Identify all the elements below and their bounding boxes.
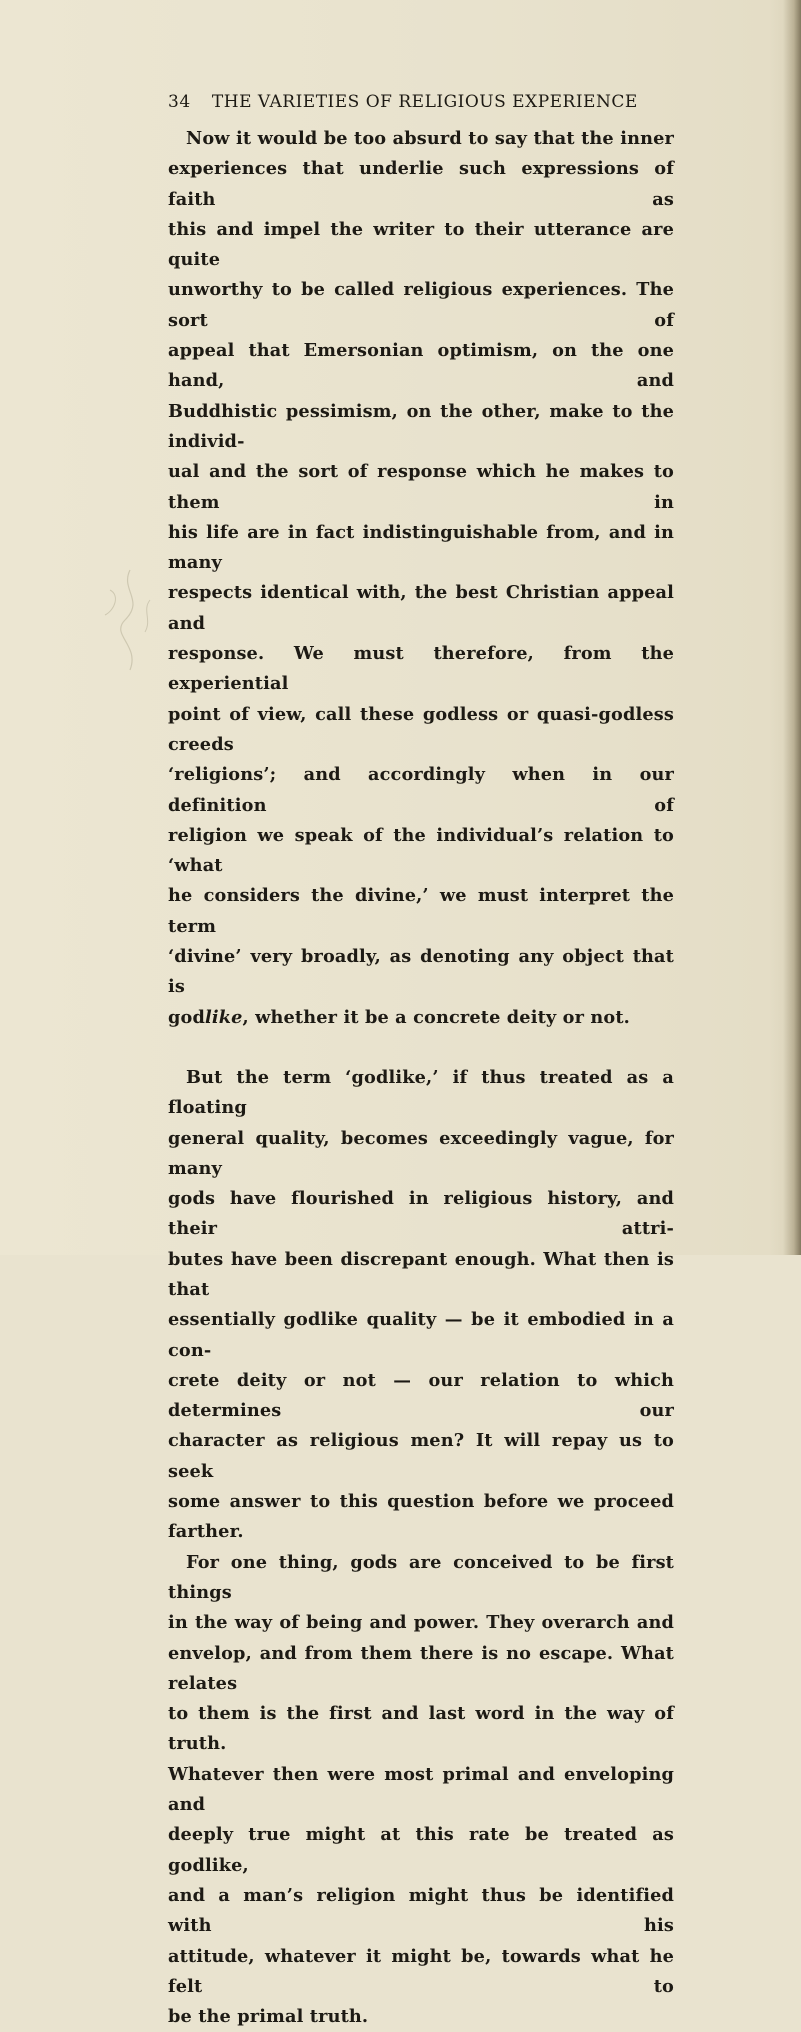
text-line: and a man’s religion might thus be identified with his xyxy=(168,1884,674,1937)
text-line: essentially godlike quality — be it embodied in a con- xyxy=(168,1309,674,1361)
text-line: ‘religions’; and accordingly when in our definition of xyxy=(168,764,674,816)
text-line: respects identical with, the best Christian appeal and xyxy=(168,582,674,634)
text-line: character as religious men? It will repay us to seek xyxy=(168,1430,674,1482)
text-line: Now it would be too absurd to say that the inner xyxy=(186,128,674,149)
text-line: gods have flourished in religious history, and their attri- xyxy=(168,1188,674,1240)
italic-emphasis: like xyxy=(204,1006,243,1028)
text-line: he considers the divine,’ we must interpret the term xyxy=(168,885,674,937)
text-line: unworthy to be called religious experiences. The sort of xyxy=(168,279,674,331)
text-line: Buddhistic pessimism, on the other, make to the individ- xyxy=(168,400,674,452)
text-line: ‘divine’ very broadly, as denoting any object that is xyxy=(168,946,674,998)
text-line: to them is the first and last word in the way of truth. xyxy=(168,1703,674,1755)
text-line-last xyxy=(168,1003,674,1033)
text-line: attitude, whatever it might be, towards what he felt to xyxy=(168,1945,674,1997)
text-line: Whatever then were most primal and enveloping and xyxy=(168,1763,674,1816)
text-line: his life are in fact indistinguishable from, and in many xyxy=(168,521,674,574)
text-line: point of view, call these godless or quasi-godless creeds xyxy=(168,703,674,755)
text-line-last: some answer to this question before we proceed farther. xyxy=(168,1491,674,1543)
text-line: response. We must therefore, from the experiential xyxy=(168,643,674,695)
text-line: this and impel the writer to their utterance are quite xyxy=(168,218,674,271)
text-line: general quality, becomes exceedingly vague, for many xyxy=(168,1127,674,1179)
text-line: But the term ‘godlike,’ if thus treated as a floating xyxy=(168,1066,674,1119)
page-number: 34 xyxy=(168,92,191,112)
page-edge-shadow xyxy=(783,0,801,1255)
text-line: ual and the sort of response which he makes to them in xyxy=(168,461,674,513)
body-text xyxy=(168,124,674,2032)
text-line: butes have been discrepant enough. What then is that xyxy=(168,1248,674,1300)
bleed-through-ornament xyxy=(90,560,170,680)
text-line: religion we speak of the individual’s relation to ‘what xyxy=(168,824,674,877)
paragraph-gap xyxy=(168,1033,674,1063)
text-line: in the way of being and power. They overarch and xyxy=(168,1612,674,1634)
running-head xyxy=(168,92,668,112)
text-line: deeply true might at this rate be treated as godlike, xyxy=(168,1824,674,1876)
running-title: THE VARIETIES OF RELIGIOUS EXPERIENCE xyxy=(211,92,638,112)
text-line: appeal that Emersonian optimism, on the one hand, and xyxy=(168,340,674,392)
text-line: For one thing, gods are conceived to be first things xyxy=(168,1551,674,1603)
text-line-last: be the primal truth. xyxy=(168,2006,369,2028)
text-line: crete deity or not — our relation to which determines our xyxy=(168,1369,674,1422)
text-line: experiences that underlie such expressions of faith as xyxy=(168,158,674,210)
text-line: envelop, and from them there is no escape. What relates xyxy=(168,1642,674,1694)
text-segment: , whether it be a concrete deity or not. xyxy=(242,1006,630,1028)
text-segment: god xyxy=(168,1006,205,1028)
